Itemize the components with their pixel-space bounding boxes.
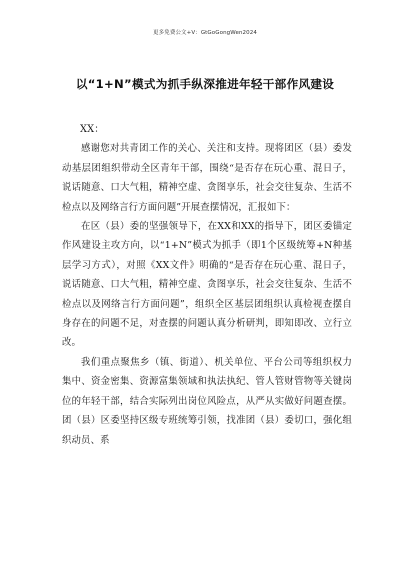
- paragraph-1: 感谢您对共青团工作的关心、关注和支持。现将团区（县）委发动基层团组织带动全区青年干部，围绕“是否存在玩心重、混日子，说话随意、口大气粗，精神空虚、贪图享乐，社会交往复杂、生活不检点以及网络言行方面问题”开展查摆情况，汇报如下：: [62, 143, 352, 213]
- salutation: XX：: [80, 124, 105, 135]
- paragraph-2: 在区（县）委的坚强领导下，在XX和XX的指导下，团区委锚定作风建设主攻方向，以“1+N”模式为抓手（即1个区级统筹+N种基层学习方式），对照《XX文件》明确的“是否存在玩心重、混日子，说话随意、口大气粗，精神空虚、贪图享乐，社会交往复杂、生活不检点以及网络言行方面问题”，组织全区基层团组织认真检视查摆自身存在的问题不足，对查摆的问题认真分析研判，即知即改、立行立改。: [62, 221, 352, 349]
- header-note: 更多免费公文+V：GtGoGongWen2024: [153, 30, 257, 36]
- paragraph-3: 我们重点聚焦乡（镇、街道）、机关单位、平台公司等组织权力集中、资金密集、资源富集领域和执法执纪、管人管财管物等关键岗位的年轻干部，结合实际列出岗位风险点，从严从实做好问题查摆。团（县）区委坚持区级专班统筹引领，找准团（县）委切口，强化组织动员、系: [62, 356, 352, 446]
- document-title: 以“1+N”模式为抓手纵深推进年轻干部作风建设: [75, 77, 335, 91]
- document-body: [62, 120, 352, 450]
